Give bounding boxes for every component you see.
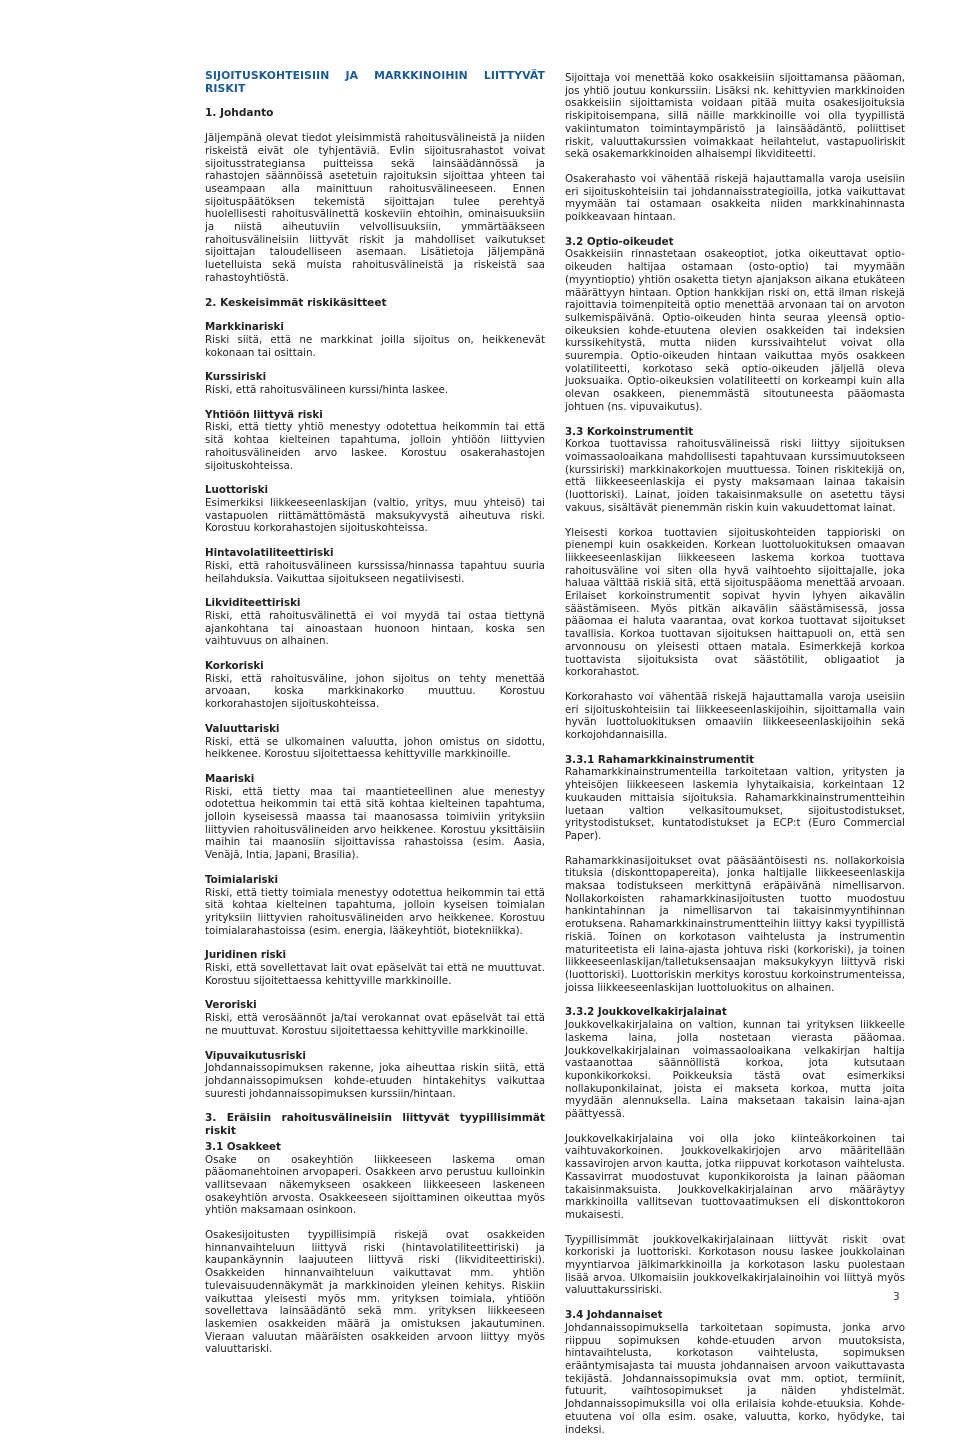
- section-3-3-paragraph-2: Yleisesti korkoa tuottavien sijoituskohteiden tappioriski on pienempi kuin osakkeiden. Korkean luottoluokituksen omaavan liikkeeseenlaskijan liikkeeseen laskema korkoa tuottava rahoitusväline voi siten olla hyvä vaihtoehto sijoittajalle, joka haluaa välttää riskiä sitä, että sijoituspääoma menettää arvoaan. Erilaiset korkoinstrumentit sopivat hyvin lyhyen aikavälin säästämiseen. Myös pitkän aikavälin säästämisessä, jossa pääomaa ei haluta vaarantaa, ovat korkoa tuottavat sijoitukset tavallisia. Korkoa tuottavan sijoituksen haittapuoli on, että sen arvonnousu on yleisesti ottaen matala. Esimerkkejä korkoa tuottavista sijoituksista ovat säästötilit, obligaatiot ja korkorahastot.: [565, 526, 905, 679]
- risk-description: Riski, että se ulkomainen valuutta, johon omistus on sidottu, heikkenee. Korostuu sijoitettaessa kehittyville markkinoille.: [205, 735, 545, 761]
- risk-description: Esimerkiksi liikkeeseenlaskijan (valtio, yritys, muu yhteisö) tai vastapuolen riittämättömästä maksukyvystä aiheutuva riski. Korostuu korkorahastojen sijoituskohteissa.: [205, 496, 545, 535]
- section-3-3-heading: 3.3 Korkoinstrumentit: [565, 425, 694, 438]
- risk-item: [205, 1050, 545, 1101]
- left-column: [205, 70, 545, 1368]
- risk-item: [205, 773, 545, 862]
- section-3-3-2: [565, 1006, 905, 1120]
- risk-item: [205, 723, 545, 761]
- document-title: SIJOITUSKOHTEISIIN JA MARKKINOIHIN LIITTYVÄT RISKIT: [205, 69, 545, 95]
- risk-item: [205, 949, 545, 987]
- right-column: [565, 72, 905, 1448]
- risk-title: Yhtiöön liittyvä riski: [205, 408, 323, 421]
- risk-item: [205, 999, 545, 1037]
- section-3-heading: 3. Eräisiin rahoitusvälineisiin liittyvät tyypillisimmät riskit: [205, 1112, 545, 1138]
- section-3-3-2-heading: 3.3.2 Joukkovelkakirjalainat: [565, 1006, 727, 1019]
- risk-description: Riski siitä, että ne markkinat joilla sijoitus on, heikkenevät kokonaan tai osittain.: [205, 333, 545, 359]
- section-3-4-paragraph: Johdannaissopimuksella tarkoitetaan sopimusta, jonka arvo riippuu sopimuksen kohde-etuuden arvon muutoksista, hintavaihtelusta, korkotason vaihtelusta, sopimuksen erääntymisajasta tai muusta johdannaisen arvoon vaikuttavasta tekijästä. Johdannaissopimuksia ovat mm. optiot, termiinit, futuurit, vaihtosopimukset ja näiden yhdistelmät. Johdannaissopimuksilla voi olla erilaisia kohde-etuuksia. Kohde-etuutena voi olla esim. osake, valuutta, korko, hyödyke, tai indeksi.: [565, 1321, 905, 1436]
- risk-item: [205, 597, 545, 648]
- risk-item: [205, 547, 545, 585]
- section-3-3-1-heading: 3.3.1 Rahamarkkinainstrumentit: [565, 753, 755, 766]
- risk-item: [205, 371, 545, 396]
- risk-title: Luottoriski: [205, 484, 268, 497]
- section-1-paragraph: Jäljempänä olevat tiedot yleisimmistä rahoitusvälineistä ja niiden riskeistä eivät ole tyhjentäviä. Evlin sijoitusrahastot voivat sijoitusstrategiansa puitteissa sekä lainsäädännössä ja rahastojen säännöissä asetetuin rajoituksin sijoittaa yhteen tai useampaan alla mainittuun rahoitusvälineeseen. Ennen sijoituspäätöksen tekemistä sijoittajan tulee perehtyä huolellisesti rahoitusvälinettä koskeviin ehtoihin, ominaisuuksiin ja niistä aiheutuviin velvollisuuksiin, ymmärtääkseen rahoitusvälineisiin liittyvät riskit ja mahdolliset vaikutukset sijoittajan taloudelliseen asemaan. Lisätietoja jäljempänä luetelluista sekä muista rahoitusvälineistä ja riskeistä saa rahastoyhtiöstä.: [205, 132, 545, 284]
- risk-description: Riski, että rahoitusväline, johon sijoitus on tehty menettää arvoaan, koska markkinakorko muuttuu. Korostuu korkorahastojen sijoituskohteissa.: [205, 672, 545, 711]
- stocks-paragraph-4: Osakerahasto voi vähentää riskejä hajauttamalla varoja useisiin eri sijoituskohteisiin tai johdannaisstrategioilla, jotka vaikuttavat myymään tai ostamaan osakkeita niiden markkinahinnasta poikkeavaan hintaan.: [565, 172, 905, 224]
- risk-title: Markkinariski: [205, 321, 284, 334]
- risk-description: Riski, että rahoitusvälinettä ei voi myydä tai ostaa tiettynä ajankohtana tai ainoastaan huonoon hintaan, koska sen vaihtuvuus on alhainen.: [205, 609, 545, 648]
- section-3-1-heading: 3.1 Osakkeet: [205, 1140, 281, 1153]
- risk-item: [205, 321, 545, 359]
- risk-description: Riski, että sovellettavat lait ovat epäselvät tai että ne muuttuvat. Korostuu sijoitettaessa kehittyville markkinoille.: [205, 962, 545, 987]
- page-number: 3: [893, 1291, 900, 1303]
- section-3-3-2-paragraph-1: Joukkovelkakirjalaina on valtion, kunnan tai yrityksen liikkeelle laskema laina, jolla nostetaan vierasta pääomaa. Joukkovelkakirjalainan voimassaoloaikana velkakirjan haltija vastaanottaa säännöllistä korkoa, jota kutsutaan kuponkikorkoksi. Poikkeuksia tästä ovat esimerkiksi nollakuponkilainat, joista ei makseta korkoa, mutta joita myydään alennuksella. Laina maksetaan takaisin laina-ajan päättyessä.: [565, 1019, 905, 1121]
- stocks-paragraph-3: Sijoittaja voi menettää koko osakkeisiin sijoittamansa pääoman, jos yhtiö joutuu konkurssiin. Lisäksi nk. kehittyvien markkinoiden osakkeisiin sijoittamista voidaan pitää muita osakesijoituksia riskipitoisempana, sillä näille markkinoille voi olla tyypillistä vakiintumaton toimintaympäristö ja lainsäädäntö, poliittiset riskit, valuuttakurssien voimakkaat heilahtelut, vastapuoliriskit sekä osakemarkkinoiden alhaisempi likviditeetti.: [565, 72, 905, 161]
- risk-item: [205, 874, 545, 938]
- section-3-4-heading: 3.4 Johdannaiset: [565, 1309, 663, 1322]
- section-3-4: [565, 1309, 905, 1436]
- section-3-3-1-paragraph-2: Rahamarkkinasijoitukset ovat pääsääntöisesti ns. nollakorkoisia tituksia (diskonttopapereita), jonka haltijalle liikkeeseenlaskija maksaa todistukseen merkittynä eräpäivänä nimellisarvon. Nollakorkoisten rahamarkkinasijoitusten tuotto muodostuu hankintahinnan ja nimellisarvon tai takaisinmyyntihinnan erotuksena. Rahamarkkinainstrumentteihin liittyy kaksi tyypillistä riskiä. Toinen on korkotason vaihtelusta ja instrumentin maturiteetista eli laina-ajasta johtuva riski (korkoriski), ja toinen liikkeeseenlaskijan/talletuksensaajan maksukykyyn liittyvä riski (luottoriski). Luottoriskin merkitys korostuu korkoinstrumenteissa, joissa liikkeeseenlaskijan luottoluokitus on alhainen.: [565, 854, 905, 994]
- risk-title: Hintavolatiliteettiriski: [205, 547, 334, 560]
- section-1-heading: 1. Johdanto: [205, 107, 274, 120]
- risk-description: Riski, että tietty toimiala menestyy odotettua heikommin tai että sitä kohtaa kielteinen tapahtuma, jolloin kyseisen toimialan yrityksiin liittyvien rahoitusvälineiden arvo heikkenee. Korostuu toimialarahastoissa (esim. energia, lääkeyhtiöt, biotekniikka).: [205, 886, 545, 937]
- risk-description: Riski, että verosäännöt ja/tai verokannat ovat epäselvät tai että ne muuttuvat. Korostuu sijoitettaessa kehittyville markkinoille.: [205, 1012, 545, 1037]
- section-3-2-heading: 3.2 Optio-oikeudet: [565, 235, 674, 248]
- section-3-3-paragraph-1: Korkoa tuottavissa rahoitusvälineissä riski liittyy sijoituksen voimassaoloaikana mahdollisesti tapahtuvaan kurssimuutokseen (kurssiriski) markkinakorkojen muuttuessa. Toinen riskitekijä on, että liikkeeseenlaskija ei pysty maksamaan lainaa takaisin (luottoriski). Lainat, joiden takaisinmaksulle on asetettu täysi vakuus, sisältävät pienemmän riskin kuin vakuudettomat lainat.: [565, 438, 905, 514]
- risk-description: Riski, että tietty maa tai maantieteellinen alue menestyy odotettua heikommin tai että sitä kohtaa kielteinen tapahtuma, jolloin kyseisessä maassa tai maanosassa toimiviin yrityksiin liittyvien rahoitusvälineiden arvo heikkenee. Korostuu yksittäisiin maihin tai maanosiin sijoittavissa rahastoissa (esim. Aasia, Venäjä, Intia, Japani, Brasilia).: [205, 785, 545, 862]
- section-3-3-2-paragraph-3: Tyypillisimmät joukkovelkakirjalainaan liittyvät riskit ovat korkoriski ja luottoriski. Korkotason nousu laskee joukkolainan myyntiarvoa jälkimarkkinoilla ja korkotason lasku puolestaan lisää arvoa. Ulkomaisiin joukkovelkakirjalainoihin voi liittyä myös valuuttakurssiriski.: [565, 1233, 905, 1297]
- risk-description: Riski, että rahoitusvälineen kurssissa/hinnassa tapahtuu suuria heilahduksia. Vaikuttaa sijoitukseen negatiivisesti.: [205, 559, 545, 585]
- risk-title: Veroriski: [205, 999, 257, 1012]
- risk-description: Johdannaissopimuksen rakenne, joka aiheuttaa riskin siitä, että johdannaissopimuksen kohde-etuuden hintakehitys vaikuttaa suuresti johdannaissopimuksen kurssiin/hintaan.: [205, 1062, 545, 1100]
- section-3-3-1-paragraph-1: Rahamarkkinainstrumenteilla tarkoitetaan valtion, yritysten ja yhteisöjen liikkeeseen laskemia lyhytaikaisia, korkeintaan 12 kuukauden mittaisia sijoituksia. Rahamarkkinainstrumentteihin luetaan valtion velkasitoumukset, sijoitustodistukset, yritystodistukset, kuntatodistukset ja ECP:t (Euro Commercial Paper).: [565, 766, 905, 842]
- section-3-2-paragraph: Osakkeisiin rinnastetaan osakeoptiot, jotka oikeuttavat optio-oikeuden haltijaa ostamaan (osto-optio) tai myymään (myyntioptio) yhtiön osaketta tietyn ajanjakson aikana etukäteen määrättyyn hintaan. Option hankkijan riski on, että ilman riskejä rajoittavia toimenpiteitä optio menettää arvonaan tai on arvoton sulkemispäivänä. Optio-oikeuden hinta seuraa yleensä optio-oikeuksien kohde-etuutena olevien osakkeiden tai indeksien kurssikehitystä, mutta niiden kurssivaihtelut voivat olla suurempia. Optio-oikeuden hintaan vaikuttaa myös osakkeen volatiliteetti, korkotaso sekä optio-oikeuden jäljellä oleva juoksuaika. Optio-oikeuksien volatiliteetti on korkeampi kuin alla olevan osakkeen, pienemmästä sitoutuneesta pääomasta johtuen (ns. vipuvaikutus).: [565, 248, 905, 413]
- risk-title: Likviditeettiriski: [205, 597, 301, 610]
- risk-item: [205, 409, 545, 473]
- section-3-3-paragraph-3: Korkorahasto voi vähentää riskejä hajauttamalla varoja useisiin eri sijoituskohteisiin tai liikkeeseenlaskijoihin, sijoittamalla vain hyvän luottoluokituksen omaaviin liikkeeseenlaskijoihin sekä korkojohdannaisilla.: [565, 690, 905, 742]
- section-3-2: [565, 236, 905, 414]
- section-2-heading: 2. Keskeisimmät riskikäsitteet: [205, 296, 387, 309]
- risk-list: [205, 321, 545, 1100]
- risk-title: Toimialariski: [205, 873, 279, 886]
- risk-description: Riski, että tietty yhtiö menestyy odotettua heikommin tai että sitä kohtaa kielteinen tapahtuma, jolloin yhtiöön liittyvien rahoitusvälineiden arvo laskee. Korostuu osakerahastojen sijoituskohteissa.: [205, 421, 545, 472]
- risk-title: Juridinen riski: [205, 949, 287, 962]
- risk-item: [205, 484, 545, 535]
- risk-title: Vipuvaikutusriski: [205, 1049, 306, 1062]
- section-3-3: [565, 426, 905, 515]
- risk-description: Riski, että rahoitusvälineen kurssi/hinta laskee.: [205, 384, 449, 397]
- risk-item: [205, 660, 545, 711]
- section-3-1-paragraph-2: Osakesijoitusten tyypillisimpiä riskejä ovat osakkeiden hinnanvaihteluun liittyvä riski (hintavolatiliteettiriski) ja kaupankäynnin laajuuteen liittyvä riski (likviditeettiriski). Osakkeiden hinnanvaihteluun vaikuttavat mm. yhtiön tulevaisuudennäkymät ja markkinoiden yleinen kehitys. Riskiin vaikuttaa yleisesti myös mm. yrityksen toimiala, yhtiöön sovellettava lainsäädäntö sekä mm. yrityksen liikkeeseen laskemien osakkeiden määrä ja omistuksen jakautuminen. Vieraan valuutan määräisten osakkeiden arvoon liittyy myös valuuttariski.: [205, 1229, 545, 1356]
- risk-title: Maariski: [205, 772, 255, 785]
- risk-title: Valuuttariski: [205, 722, 280, 735]
- risk-title: Korkoriski: [205, 660, 264, 673]
- section-3-3-2-paragraph-2: Joukkovelkakirjalaina voi olla joko kiinteäkorkoinen tai vaihtuvakorkoinen. Joukkovelkakirjojen arvo määritellään kassavirojen arvon kautta, jotka riippuvat korkotason vaihtelusta. Kassavirrat muodostuvat kuponkikoroista ja lainan pääoman takaisinmaksuista. Joukkovelkakirjalainan arvo määräytyy markkinoilla vallitsevan tuottovaatimuksen eli diskonttokoron mukaisesti.: [565, 1132, 905, 1221]
- section-3-1-paragraph-1: Osake on osakeyhtiön liikkeeseen laskema oman pääomanehtoinen arvopaperi. Osakkeen arvo perustuu kulloinkin vallitsevaan näkemykseen osakkeen liikkeeseen laskeneen osakeyhtiön arvosta. Osakkeeseen sijoittaminen oikeuttaa myös yhtiön maksamaan osinkoon.: [205, 1153, 545, 1217]
- section-3-3-1: [565, 754, 905, 843]
- risk-title: Kurssiriski: [205, 371, 267, 384]
